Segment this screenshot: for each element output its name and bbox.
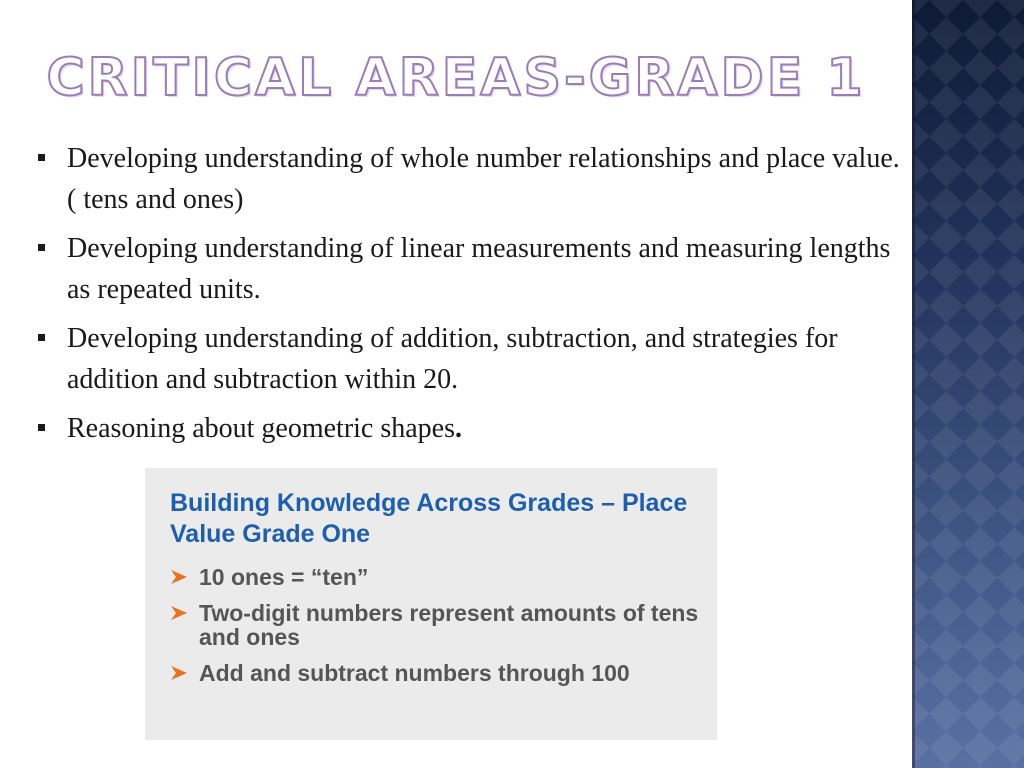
inset-item xyxy=(170,661,710,685)
bullet-text: Developing understanding of addition, subtraction, and strategies for addition and subtraction within 20. xyxy=(67,323,838,395)
square-bullet-icon xyxy=(38,244,45,251)
bullet-item xyxy=(36,408,916,449)
inset-item xyxy=(170,565,710,589)
place-value-image xyxy=(145,468,717,740)
orange-arrow-icon xyxy=(170,569,188,585)
inset-item-text: Add and subtract numbers through 100 xyxy=(199,660,630,686)
square-bullet-icon xyxy=(38,424,45,431)
bullet-item xyxy=(36,228,916,310)
orange-arrow-icon xyxy=(170,665,188,681)
bullet-item xyxy=(36,138,916,220)
orange-arrow-icon xyxy=(170,605,188,621)
bullet-suffix: . xyxy=(455,413,463,444)
inset-item xyxy=(170,601,710,649)
inset-item-text: 10 ones = “ten” xyxy=(199,564,369,590)
inset-item-text: Two-digit numbers represent amounts of tens and ones xyxy=(199,600,699,650)
bullet-text: Developing understanding of linear measurements and measuring lengths as repeated units. xyxy=(67,233,891,305)
inset-list xyxy=(170,565,710,697)
decorative-side-panel xyxy=(912,0,1024,768)
inset-title: Building Knowledge Across Grades – Place Value Grade One xyxy=(170,489,688,548)
slide-title: CRITICAL AREAS-GRADE 1 xyxy=(46,48,866,108)
bullet-text: Reasoning about geometric shapes xyxy=(67,413,456,444)
bullet-text: Developing understanding of whole number relationships and place value. ( tens and ones) xyxy=(67,143,900,215)
bullet-item xyxy=(36,318,916,400)
square-bullet-icon xyxy=(38,154,45,161)
bullet-list xyxy=(36,138,916,457)
square-bullet-icon xyxy=(38,334,45,341)
